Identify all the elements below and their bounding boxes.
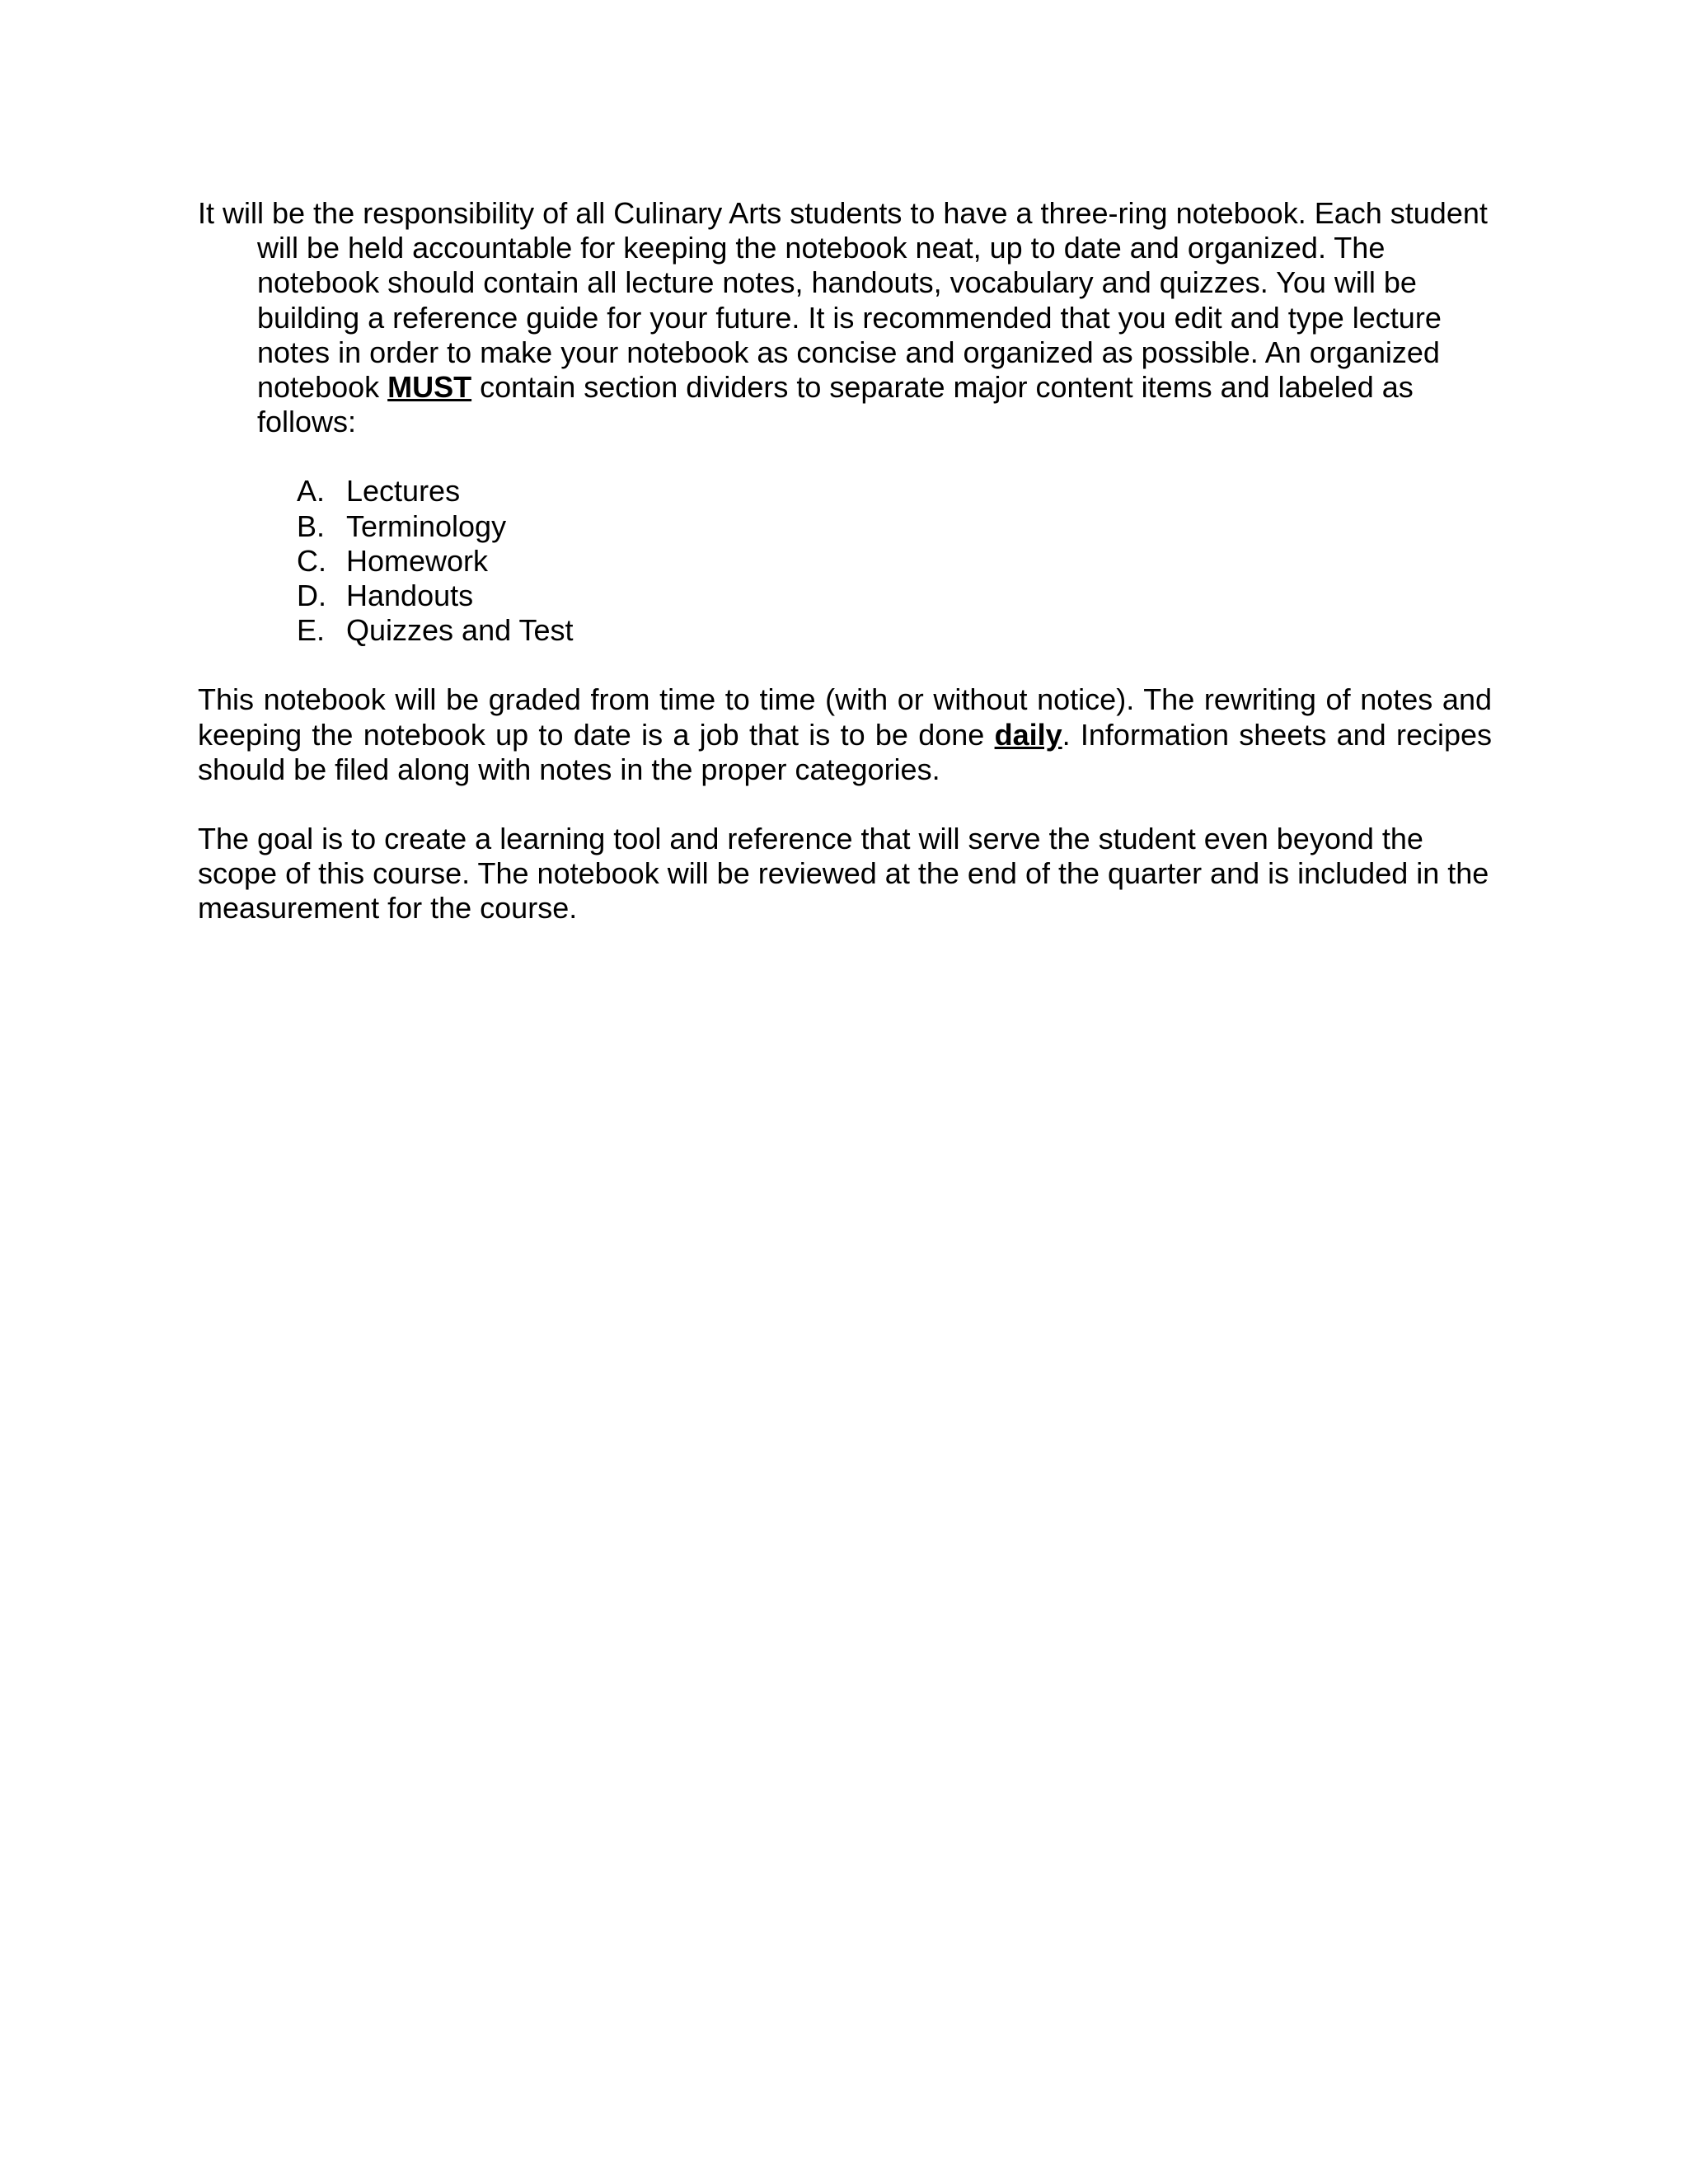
list-item [198, 509, 1492, 544]
document-page [198, 196, 1492, 926]
list-item [198, 544, 1492, 579]
grading-emphasis-daily: daily [994, 717, 1062, 752]
list-item-label: Handouts [346, 578, 474, 612]
intro-emphasis-must: MUST [387, 370, 472, 405]
grading-text-part1: This notebook will be graded from time to time (with or without notice). The rewriting of notes and keeping the notebook up to date is a job that is to be done [198, 682, 1492, 752]
section-list [198, 474, 1492, 648]
list-marker: A. [297, 474, 326, 509]
list-item [198, 579, 1492, 613]
list-marker: E. [297, 613, 326, 648]
intro-text-part2: contain section dividers to separate major content items and labeled as follows: [257, 370, 1414, 439]
list-marker: B. [297, 509, 326, 543]
list-item-label: Lectures [346, 474, 461, 509]
goal-paragraph: The goal is to create a learning tool and reference that will serve the student even beyond the scope of this course. The notebook will be reviewed at the end of the quarter and is included in the measurement for the course. [198, 821, 1489, 926]
spacer [198, 439, 1492, 474]
spacer [198, 648, 1492, 682]
list-marker: C. [297, 543, 326, 578]
grading-text-part2: . Information sheets and recipes should be filed along with notes in the proper categories. [198, 717, 1493, 786]
list-item [198, 613, 1492, 648]
list-marker: D. [297, 578, 326, 612]
list-item [198, 474, 1492, 509]
list-item-label: Terminology [346, 509, 507, 543]
spacer [198, 787, 1492, 822]
list-item-label: Quizzes and Test [346, 613, 574, 648]
intro-text-part1: It will be the responsibility of all Culinary Arts students to have a three-ring notebook. Each student will be held accountable for keeping the notebook neat, up to date and organized. The notebook should contain all lecture notes, handouts, vocabulary and quizzes. You will be building a reference guide for your future. It is recommended that you edit and type lecture notes in order to make your notebook as concise and organized as possible. An organized notebook [198, 196, 1488, 405]
intro-paragraph [198, 196, 1492, 439]
grading-paragraph [198, 682, 1492, 787]
list-item-label: Homework [346, 543, 489, 578]
